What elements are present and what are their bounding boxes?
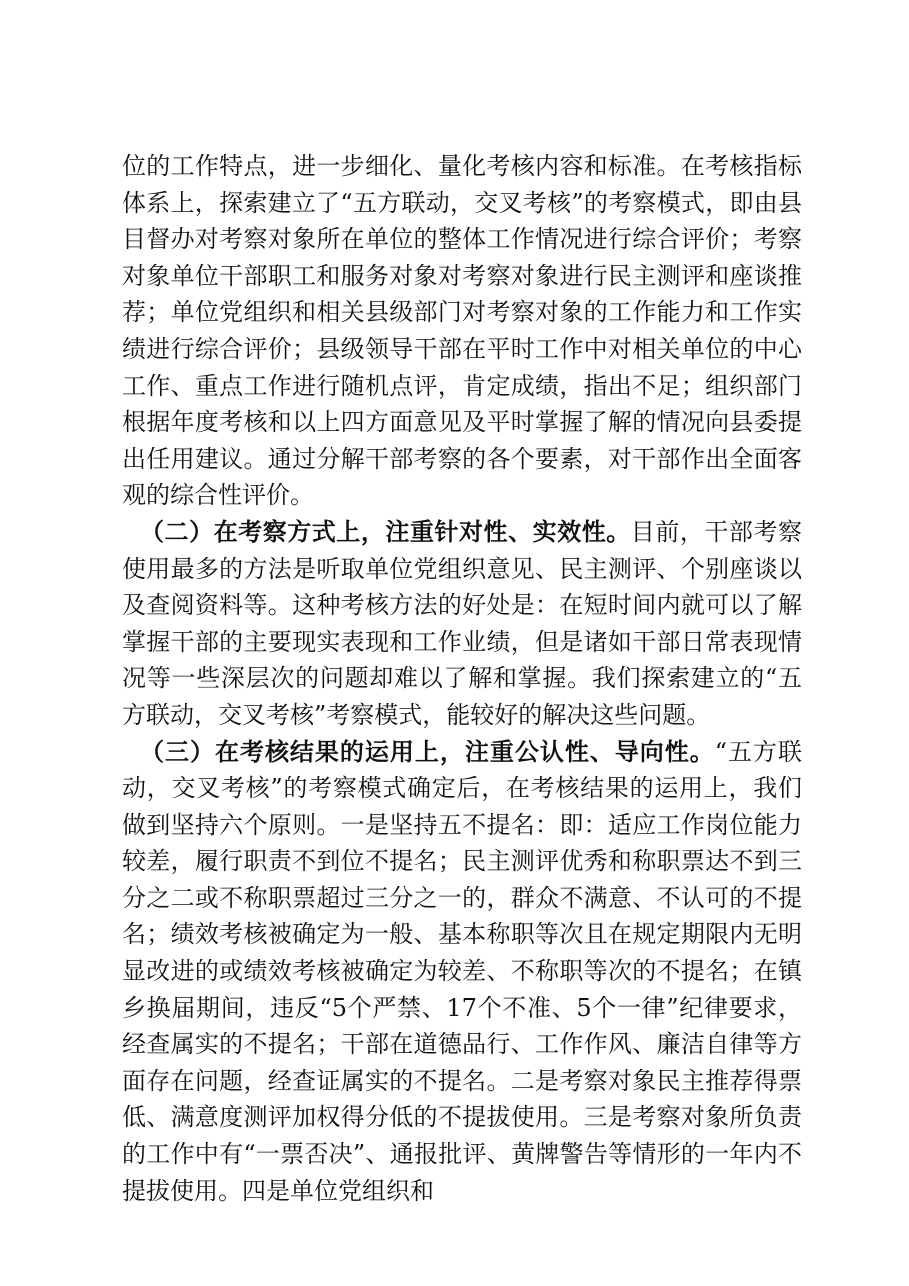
paragraph-3-text: “五方联动，交叉考核”的考察模式确定后，在考核结果的运用上，我们做到坚持六个原则。一是坚持五不提名：即：适应工作岗位能力较差，履行职责不到位不提名；民主测评优秀和称职票达不到三分之二或不称职票超过三分之一的，群众不满意、不认可的不提名；绩效考核被确定为一般、基本称职等次且在规定期限内无明显改进的或绩效考核被确定为较差、不称职等次的不提名；在镇乡换届期间，违反“5个严禁、17个不准、5个一律”纪律要求，经查属实的不提名；干部在道德品行、工作作风、廉洁自律等方面存在问题，经查证属实的不提名。二是考察对象民主推荐得票低、满意度测评加权得分低的不提拔使用。三是考察对象所负责的工作中有“一票否决”、通报批评、黄牌警告等情形的一年内不提拔使用。四是单位党组织和 [122, 737, 802, 1205]
paragraph-3-heading: （三）在考核结果的运用上，注重公认性、导向性。 [140, 736, 715, 766]
paragraph-2 [122, 514, 802, 734]
paragraph-1 [122, 148, 802, 514]
paragraph-3 [122, 734, 802, 1210]
document-body [122, 148, 802, 1209]
paragraph-2-heading: （二）在考察方式上，注重针对性、实效性。 [140, 516, 631, 546]
paragraph-1-text: 位的工作特点，进一步细化、量化考核内容和标准。在考核指标体系上，探索建立了“五方联动，交叉考核”的考察模式，即由县目督办对考察对象所在单位的整体工作情况进行综合评价；考察对象单位干部职工和服务对象对考察对象进行民主测评和座谈推荐；单位党组织和相关县级部门对考察对象的工作能力和工作实绩进行综合评价；县级领导干部在平时工作中对相关单位的中心工作、重点工作进行随机点评，肯定成绩，指出不足；组织部门根据年度考核和以上四方面意见及平时掌握了解的情况向县委提出任用建议。通过分解干部考察的各个要素，对干部作出全面客观的综合性评价。 [122, 152, 802, 510]
paragraph-2-text: 目前，干部考察使用最多的方法是听取单位党组织意见、民主测评、个别座谈以及查阅资料等。这种考核方法的好处是：在短时间内就可以了解掌握干部的主要现实表现和工作业绩，但是诸如干部日常表现情况等一些深层次的问题却难以了解和掌握。我们探索建立的“五方联动，交叉考核”考察模式，能较好的解决这些问题。 [122, 517, 803, 729]
